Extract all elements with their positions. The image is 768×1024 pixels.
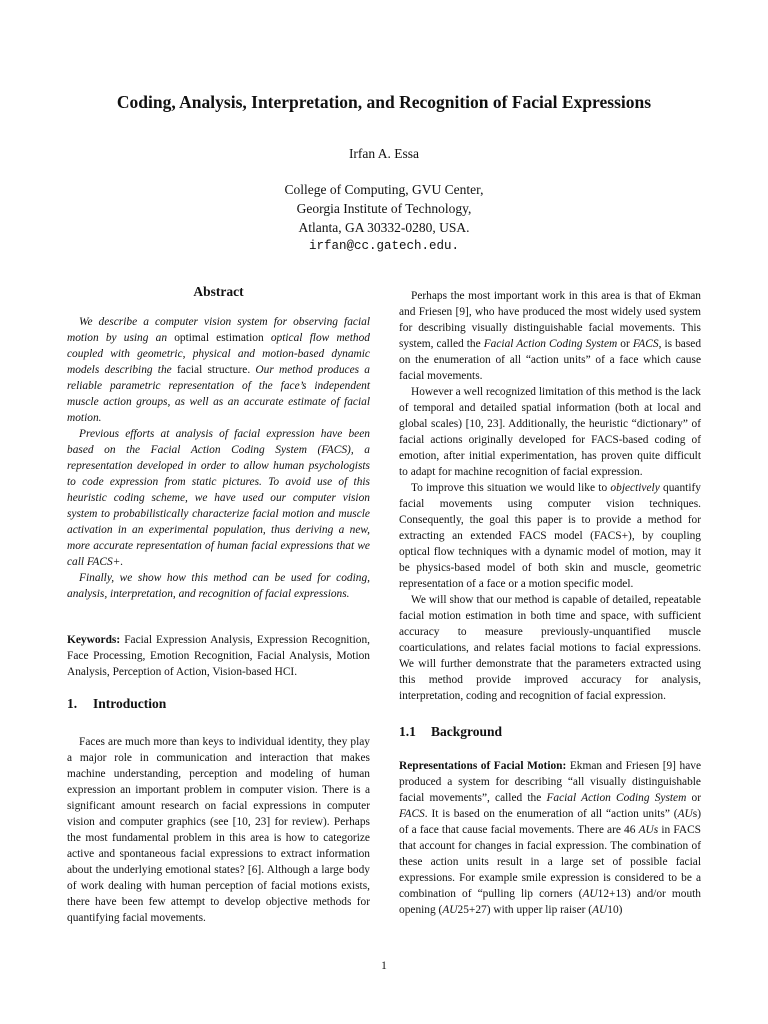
math-au: AU — [592, 904, 608, 916]
math-au: AUs — [638, 824, 659, 836]
section-title: Introduction — [93, 696, 167, 711]
author-name: Irfan A. Essa — [348, 146, 420, 161]
subsection-title: Background — [431, 724, 503, 739]
affiliation-line-2: Georgia Institute of Technology, — [296, 201, 472, 216]
term-facs-full: Facial Action Coding System — [483, 338, 618, 350]
abstract-p1-d: facial structure. — [171, 364, 256, 376]
abstract-heading: Abstract — [193, 284, 244, 299]
keywords-text: Facial Expression Analysis, Expression Recognition, Face Processing, Emotion Recognition, Facial Analysis, Motion Analysis, Perception of Action, Vision-based HCI. — [67, 634, 370, 678]
text-run: 10) — [607, 904, 623, 916]
keywords — [67, 632, 370, 680]
math-au: AU — [582, 888, 598, 900]
subsection-heading-background — [399, 724, 701, 740]
text-run: . It is based on the enumeration of all “action units” ( — [424, 808, 678, 820]
abstract-p1-b: optimal estimation — [167, 332, 271, 344]
author-email: irfan@cc.gatech.edu. — [308, 239, 460, 253]
run-in-heading: Representations of Facial Motion: — [399, 760, 567, 772]
text-run: Ekman and Friesen [9] have produced a system for describing “all visually distinguishable facial movements”, called the — [399, 760, 702, 804]
introduction-paragraph-1: Faces are much more than keys to individual identity, they play a major role in communication and interaction that makes machine understanding, perception and modeling of human expression an important problem in computer vision. There is a significant amount research on facial expressions in computer vision and computer graphics (see [10, 23] for review). Perhaps the most fundamental problem in this area is how to categorize active and spontaneous facial expressions to extract information about the underlying emotional states? [6]. Although a large body of work dealing with human perception of facial motions exists, there have been few attempt to develop objective methods for quantifying facial movements. — [67, 736, 370, 924]
abstract-paragraph-3: Finally, we show how this method can be used for coding, analysis, interpretation, and recognition of facial expressions. — [67, 572, 370, 600]
text-run: or — [617, 338, 633, 350]
text-run: To improve this situation we would like to — [411, 482, 611, 494]
term-facs: FACS — [399, 808, 425, 820]
page-number: 1 — [381, 960, 387, 972]
emphasis-objectively: objectively — [610, 482, 660, 494]
math-au: AU — [677, 808, 693, 820]
right-column — [399, 288, 701, 918]
affiliation-line-3: Atlanta, GA 30332-0280, USA. — [298, 220, 470, 235]
text-run: s) of a face that cause facial movements. There are 46 — [399, 808, 701, 836]
background-paragraph-1 — [399, 758, 701, 918]
text-run: , is based on the enumeration of all “action units” of a face which cause facial movements. — [399, 338, 702, 382]
affiliation-line-1: College of Computing, GVU Center, — [284, 182, 484, 197]
text-run: or — [686, 792, 701, 804]
text-run: quantify facial movements using computer vision techniques. Consequently, the goal this paper is to provide a method for extracting an extended FACS model (FACS+), by coupling optical flow techniques with a dynamic model of motion, may it be physics-based model of both skin and muscle, geometric representation of a face or a motion specific model. — [399, 482, 701, 590]
section-number: 1. — [67, 696, 78, 711]
body-paragraph-3 — [399, 480, 701, 592]
body-paragraph-4: We will show that our method is capable of detailed, repeatable facial motion estimation in both time and space, with sufficient accuracy to measure previously-unquantified muscle coarticulations, and relates facial motions to facial expressions. We will further demonstrate that the parameters extracted using this method provide improved accuracy for analysis, interpretation, coding and recognition of facial expression. — [399, 594, 701, 702]
term-facs: FACS — [632, 338, 659, 350]
paper-title: Coding, Analysis, Interpretation, and Recognition of Facial Expressions — [116, 92, 652, 112]
abstract-p1-a: We describe a computer vision system for observing facial motion by using an — [67, 316, 370, 344]
abstract-p1-e: Our method produces a reliable parametric representation of the face’s independent muscle action groups, as well as an accurate estimate of facial motion. — [67, 364, 371, 424]
author-affiliation — [0, 180, 768, 256]
body-paragraph-2: However a well recognized limitation of this method is the lack of temporal and detailed spatial information (both at local and global scales) [10, 23]. Additionally, the heuristic “dictionary” of facial actions originally developed for FACS-based coding of emotion, after initial experimentation, has proven quite difficult to adapt for machine recognition of facial expression. — [399, 386, 701, 478]
subsection-number: 1.1 — [399, 724, 416, 739]
term-facs-full: Facial Action Coding System — [546, 792, 687, 804]
section-heading-introduction — [67, 696, 370, 712]
text-run: Perhaps the most important work in this area is that of Ekman and Friesen [9], who have produced the most widely used system for describing visually distinguishable facial movements. This system, called the — [399, 290, 701, 350]
abstract-paragraph-2: Previous efforts at analysis of facial expression have been based on the Facial Action Coding System (FACS), a representation developed in order to allow human psychologists to code expression from static pictures. To avoid use of this heuristic coding scheme, we have used our computer vision system to probabilistically characterize facial motion and muscle activation in an experimental population, thus deriving a new, more accurate representation of human facial expressions that we call FACS+. — [67, 428, 370, 568]
text-run: in FACS that account for changes in facial expression. The combination of these action units result in a large set of possible facial expressions. For example smile expression is considered to be a combination of “pulling lip corners ( — [399, 824, 702, 900]
left-column — [67, 284, 370, 926]
keywords-label: Keywords: — [67, 634, 121, 646]
text-run: 12+13) and/or mouth opening ( — [399, 888, 702, 916]
abstract-paragraph-1 — [67, 314, 370, 426]
math-au: AU — [442, 904, 458, 916]
text-run: 25+27) with upper lip raiser ( — [457, 904, 593, 916]
abstract-p1-c: optical flow method coupled with geometric, physical and motion-based dynamic models describing the — [67, 332, 370, 376]
body-paragraph-1 — [399, 288, 701, 384]
